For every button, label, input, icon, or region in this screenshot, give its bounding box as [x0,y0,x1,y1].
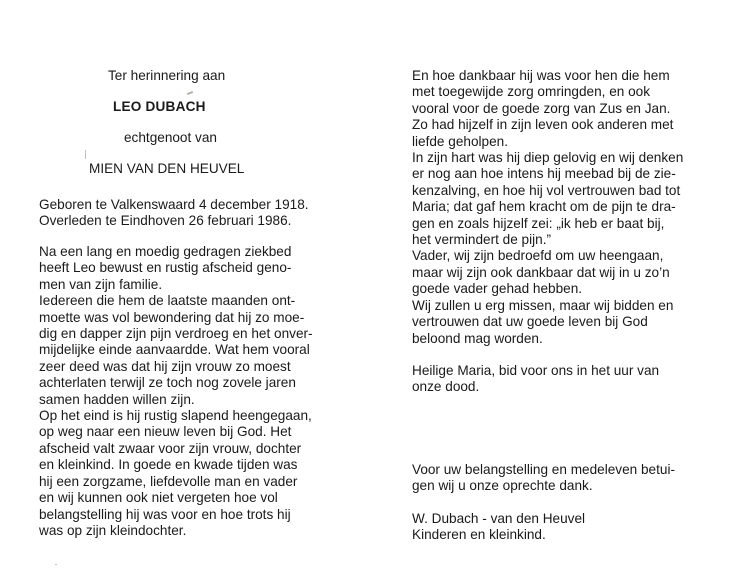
text-line: Vader, wij zijn bedroefd om uw heengaan, [412,248,664,264]
text-line: zeer deed was dat hij zijn vrouw zo moest [39,358,291,374]
text-line: was op zijn kleindochter. [39,522,187,538]
text-line: onze dood. [412,379,480,395]
text-line: achterlaten terwijl ze toch nog zovele jaren [39,375,296,391]
text-line: afscheid valt zwaar voor zijn vrouw, dochter [39,440,302,456]
text-line: en wij kunnen ook niet vergeten hoe vol [39,490,278,506]
text-line: En hoe dankbaar hij was voor hen die hem [412,68,670,83]
text-line: In zijn hart was hij diep gelovig en wij denken [412,150,684,166]
life-dates [39,197,331,244]
spacer [412,396,708,462]
print-speck [55,564,57,565]
text-line: Op het eind is hij rustig slapend heengegaan, [39,408,312,424]
text-line: op weg naar een nieuw leven bij God. Het [39,424,292,440]
text-line: samen hadden willen zijn. [39,391,195,407]
spacer [412,495,708,511]
text-line: men van zijn familie. [39,276,163,292]
left-column [39,68,331,539]
text-line: Iedereen die hem de laatste maanden ont- [39,293,296,309]
left-body-text [39,244,331,539]
text-line: Heilige Maria, bid voor ons in het uur van [412,362,660,378]
death-line: Overleden te Eindhoven 26 februari 1986. [39,213,292,229]
text-line: dig en dapper zijn pijn verdroeg en het onver- [39,326,313,342]
text-line: liefde geholpen. [412,133,508,149]
text-line: Wij zullen u erg missen, maar wij bidden en [412,297,674,313]
text-line: Maria; dat gaf hem kracht om de pijn te dra- [412,199,676,215]
text-line: W. Dubach - van den Heuvel [412,510,586,526]
birth-line: Geboren te Valkenswaard 4 december 1918. [39,197,309,212]
text-line: heeft Leo bewust en rustig afscheid geno- [39,260,292,276]
text-line: er nog aan hoe intens hij meebad bij de zie- [412,166,676,182]
text-line: hij een zorgzame, liefdevolle man en vader [39,473,298,489]
prayer-text [412,363,708,396]
spouse-of-label: echtgenoot van [124,130,217,145]
text-line: gen en zoals hijzelf zei: „ik heb er baat bij, [412,215,665,231]
spacer [412,347,708,363]
text-line: belangstelling hij was voor en hoe trots hij [39,506,291,522]
text-line: moette was vol bewondering dat hij zo moe- [39,309,305,325]
thanks-text [412,462,708,495]
text-line: mijdelijke einde aanvaardde. Wat hem vooral [39,342,310,358]
text-line: maar wij zijn ook dankbaar dat wij in u zo’n [412,264,670,280]
text-line: het vermindert de pijn.” [412,232,552,248]
text-line: vertrouwen dat uw goede leven bij God [412,314,648,330]
text-line: Voor uw belangstelling en medeleven betui- [412,461,675,477]
right-column [412,68,708,543]
spouse-name: MIEN VAN DEN HEUVEL [89,161,245,176]
intro-text: Ter herinnering aan [108,68,226,83]
deceased-name: LEO DUBACH [113,99,206,114]
signature-text [412,511,708,544]
text-line: en kleinkind. In goede en kwade tijden was [39,457,298,473]
text-line: gen wij u onze oprechte dank. [412,478,593,494]
text-line: Na een lang en moedig gedragen ziekbed [39,244,292,259]
text-line: Zo had hijzelf in zijn leven ook anderen met [412,117,674,133]
text-line: Kinderen en kleinkind. [412,526,546,542]
text-line: beloond mag worden. [412,330,543,346]
text-line: goede vader gehad hebben. [412,281,583,297]
text-line: kenzalving, en hoe hij vol vertrouwen bad tot [412,182,681,198]
right-body-text [412,68,708,347]
text-line: met toegewijde zorg omringden, en ook [412,84,651,100]
text-line: vooral voor de goede zorg van Zus en Jan. [412,100,671,116]
